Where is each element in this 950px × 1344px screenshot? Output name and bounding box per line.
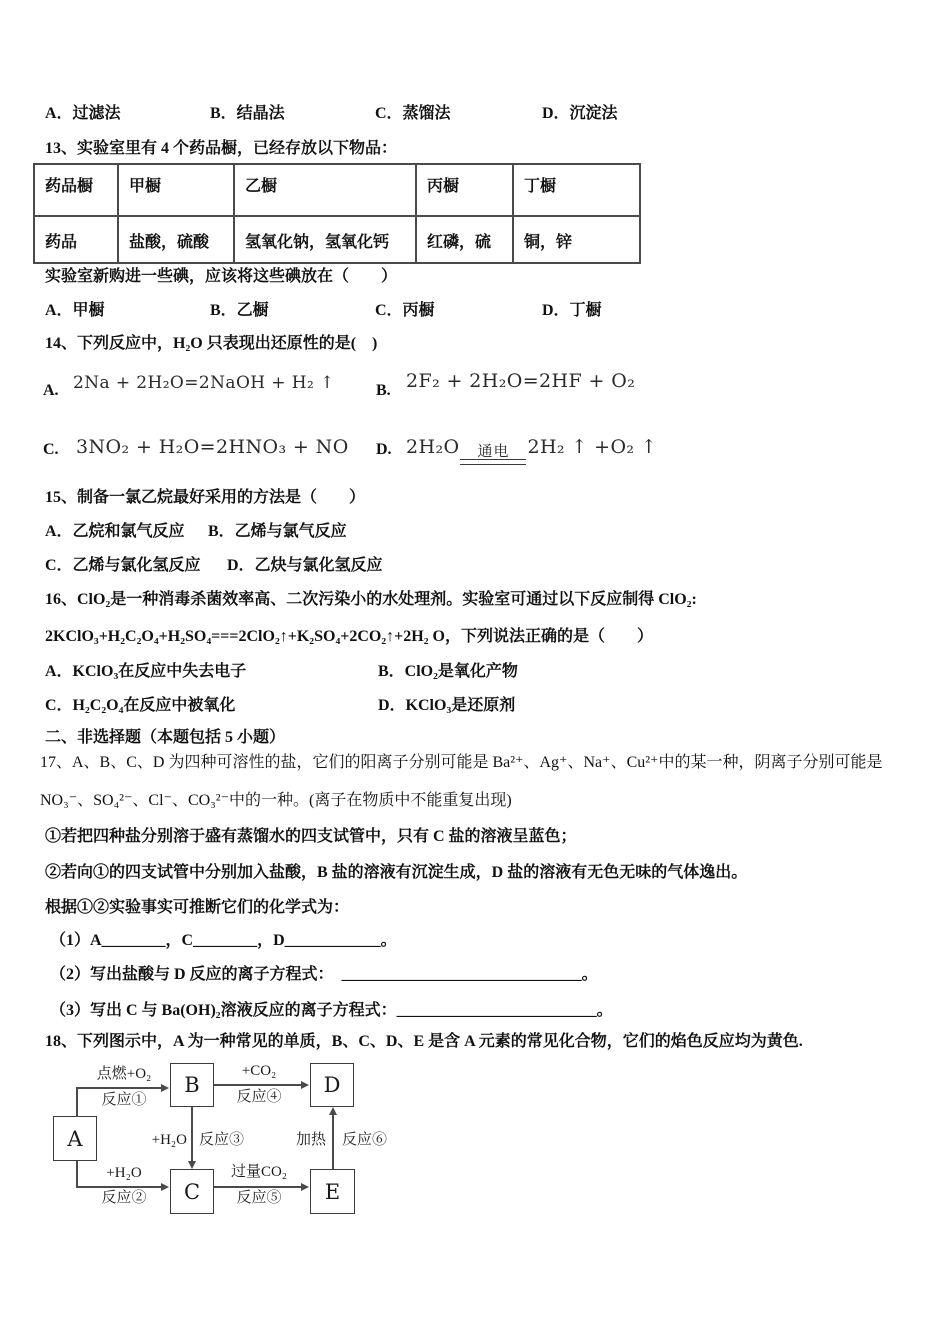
q14-eq-b: 2F₂ + 2H₂O=2HF + O₂: [406, 370, 636, 392]
line-a-to-b: [76, 1087, 162, 1089]
q15-option-d: D．乙炔与氯化氢反应: [227, 557, 383, 574]
label-reaction2: 反应②: [101, 1190, 147, 1206]
q14-key-a: A.: [43, 382, 59, 399]
q14-eq-d-suffix: 2H₂ ↑ +O₂ ↑: [527, 436, 658, 458]
table-header-row: [34, 164, 640, 216]
label-reaction4: 反应④: [236, 1089, 282, 1105]
condition-label: 通电: [477, 442, 510, 460]
table-cell: 丁橱: [513, 164, 640, 216]
diagram-box-a: A: [53, 1116, 97, 1161]
q16-option-d: D．KClO₃是还原剂: [378, 697, 516, 714]
q12-option-b: B．结晶法: [210, 105, 285, 122]
diagram-box-c: C: [170, 1169, 214, 1214]
arrowhead-d: [301, 1081, 309, 1089]
q13-option-d: D．丁橱: [542, 302, 602, 319]
line-e-to-d: [332, 1111, 334, 1169]
line-b-to-c: [191, 1107, 193, 1163]
q14-key-c: C.: [43, 441, 59, 458]
line-a-up: [76, 1088, 78, 1117]
q13-question: 实验室新购进一些碘，应该将这些碘放在（ ）: [45, 268, 398, 285]
q17-blank3-end: 。: [596, 1002, 613, 1019]
q15-option-c: C．乙烯与氯化氢反应: [45, 557, 201, 574]
arrowhead-e: [301, 1183, 309, 1191]
diagram-box-d: D: [310, 1063, 354, 1107]
q13-option-b: B．乙橱: [210, 302, 269, 319]
label-reaction6-condition: 加热: [295, 1132, 326, 1148]
q13-cabinet-table: [33, 163, 641, 264]
electrolysis-condition: [460, 443, 526, 465]
q16-line1: 16、ClO₂是一种消毒杀菌效率高、二次污染小的水处理剂。实验室可通过以下反应制得 ClO₂:: [45, 591, 697, 608]
diagram-box-b: B: [170, 1063, 214, 1107]
q17-blank2-label: （2）写出盐酸与 D 反应的离子方程式：: [50, 966, 334, 983]
q16-option-b: B．ClO₂是氧化产物: [378, 663, 518, 680]
q18-title: 18、下列图示中，A 为一种常见的单质，B、C、D、E 是含 A 元素的常见化合物，它们的焰色反应均为黄色.: [45, 1033, 803, 1050]
q14-eq-d: [406, 437, 657, 465]
q17-blank2-end: 。: [581, 966, 598, 983]
q16-equation: 2KClO₃+H₂C₂O₄+H₂SO₄===2ClO₂↑+K₂SO₄+2CO₂↑+2H₂ O，下列说法正确的是（ ）: [45, 628, 653, 645]
q17-line1: 17、A、B、C、D 为四种可溶性的盐，它们的阳离子分别可能是 Ba²⁺、Ag⁺、Na⁺、Cu²⁺中的某一种，阴离子分别可能是: [40, 754, 883, 771]
q15-option-b: B．乙烯与氯气反应: [208, 523, 347, 540]
label-reaction2-condition: +H₂O: [106, 1165, 142, 1181]
q12-option-a: A．过滤法: [45, 105, 121, 122]
table-cell: 铜，锌: [513, 216, 640, 263]
section2-heading: 二、非选择题（本题包括 5 小题）: [45, 729, 286, 746]
table-cell: 丙橱: [416, 164, 513, 216]
q14-eq-c: 3NO₂ + H₂O=2HNO₃ + NO: [76, 436, 349, 458]
line-a-down: [76, 1161, 78, 1188]
table-cell: 药品橱: [34, 164, 118, 216]
label-reaction6: 反应⑥: [342, 1132, 388, 1148]
q15-title: 15、制备一氯乙烷最好采用的方法是（ ）: [45, 489, 366, 506]
q17-fact2: ②若向①的四支试管中分别加入盐酸，B 盐的溶液有沉淀生成，D 盐的溶液有无色无味的气体逸出。: [45, 864, 748, 881]
label-reaction4-condition: +CO₂: [241, 1063, 277, 1079]
q14-eq-a: 2Na + 2H₂O=2NaOH + H₂ ↑: [73, 373, 335, 393]
label-reaction3: 反应③: [199, 1132, 245, 1148]
q12-option-c: C．蒸馏法: [375, 105, 451, 122]
q17-fact1: ①若把四种盐分别溶于盛有蒸馏水的四支试管中，只有 C 盐的溶液呈蓝色；: [45, 828, 577, 845]
q17-blank3-line[interactable]: _________________________: [396, 1002, 597, 1019]
q13-title: 13、实验室里有 4 个药品橱，已经存放以下物品：: [45, 140, 398, 157]
table-cell: 乙橱: [234, 164, 416, 216]
q16-option-a: A．KClO₃在反应中失去电子: [45, 663, 247, 680]
label-reaction1: 反应①: [101, 1092, 147, 1108]
label-reaction3-condition: +H₂O: [151, 1132, 187, 1148]
label-reaction5-condition: 过量CO₂: [230, 1164, 288, 1180]
line-a-to-c: [76, 1186, 162, 1188]
label-reaction1-condition: 点燃+O₂: [96, 1066, 152, 1082]
double-equals-line: [460, 459, 526, 465]
q17-blank2-line[interactable]: ______________________________: [341, 966, 582, 983]
table-cell: 甲橱: [118, 164, 234, 216]
line-c-to-e: [214, 1186, 302, 1188]
q14-key-b: B.: [376, 382, 391, 399]
table-row: [34, 216, 640, 263]
table-cell: 盐酸，硫酸: [118, 216, 234, 263]
q12-option-d: D．沉淀法: [542, 105, 618, 122]
table-cell: 氢氧化钠，氢氧化钙: [234, 216, 416, 263]
table-cell: 药品: [34, 216, 118, 263]
q15-option-a: A．乙烷和氯气反应: [45, 523, 185, 540]
label-reaction5: 反应⑤: [236, 1190, 282, 1206]
q13-option-a: A．甲橱: [45, 302, 105, 319]
q17-blank3-label: （3）写出 C 与 Ba(OH)₂溶液反应的离子方程式：: [50, 1002, 397, 1019]
q18-reaction-diagram: [45, 1058, 415, 1226]
diagram-box-e: E: [310, 1169, 355, 1214]
q14-eq-d-prefix: 2H₂O: [406, 436, 460, 458]
q17-conclusion: 根据①②实验事实可推断它们的化学式为：: [45, 899, 350, 916]
q17-line2: NO₃⁻、SO₄²⁻、Cl⁻、CO₃²⁻中的一种。(离子在物质中不能重复出现): [40, 792, 512, 809]
q13-option-c: C．丙橱: [375, 302, 435, 319]
table-cell: 红磷，硫: [416, 216, 513, 263]
q17-blank1: （1）A________，C________，D____________。: [50, 932, 397, 949]
q16-option-c: C．H₂C₂O₄在反应中被氧化: [45, 697, 236, 714]
line-b-to-d: [214, 1084, 302, 1086]
q17-blank3: [50, 1001, 613, 1021]
q14-title: 14、下列反应中，H₂O 只表现出还原性的是( ): [45, 335, 378, 352]
q17-blank2: [50, 965, 598, 985]
q14-key-d: D.: [376, 441, 392, 458]
arrowhead-d-bottom: [329, 1107, 337, 1115]
arrowhead-c-top: [188, 1161, 196, 1169]
